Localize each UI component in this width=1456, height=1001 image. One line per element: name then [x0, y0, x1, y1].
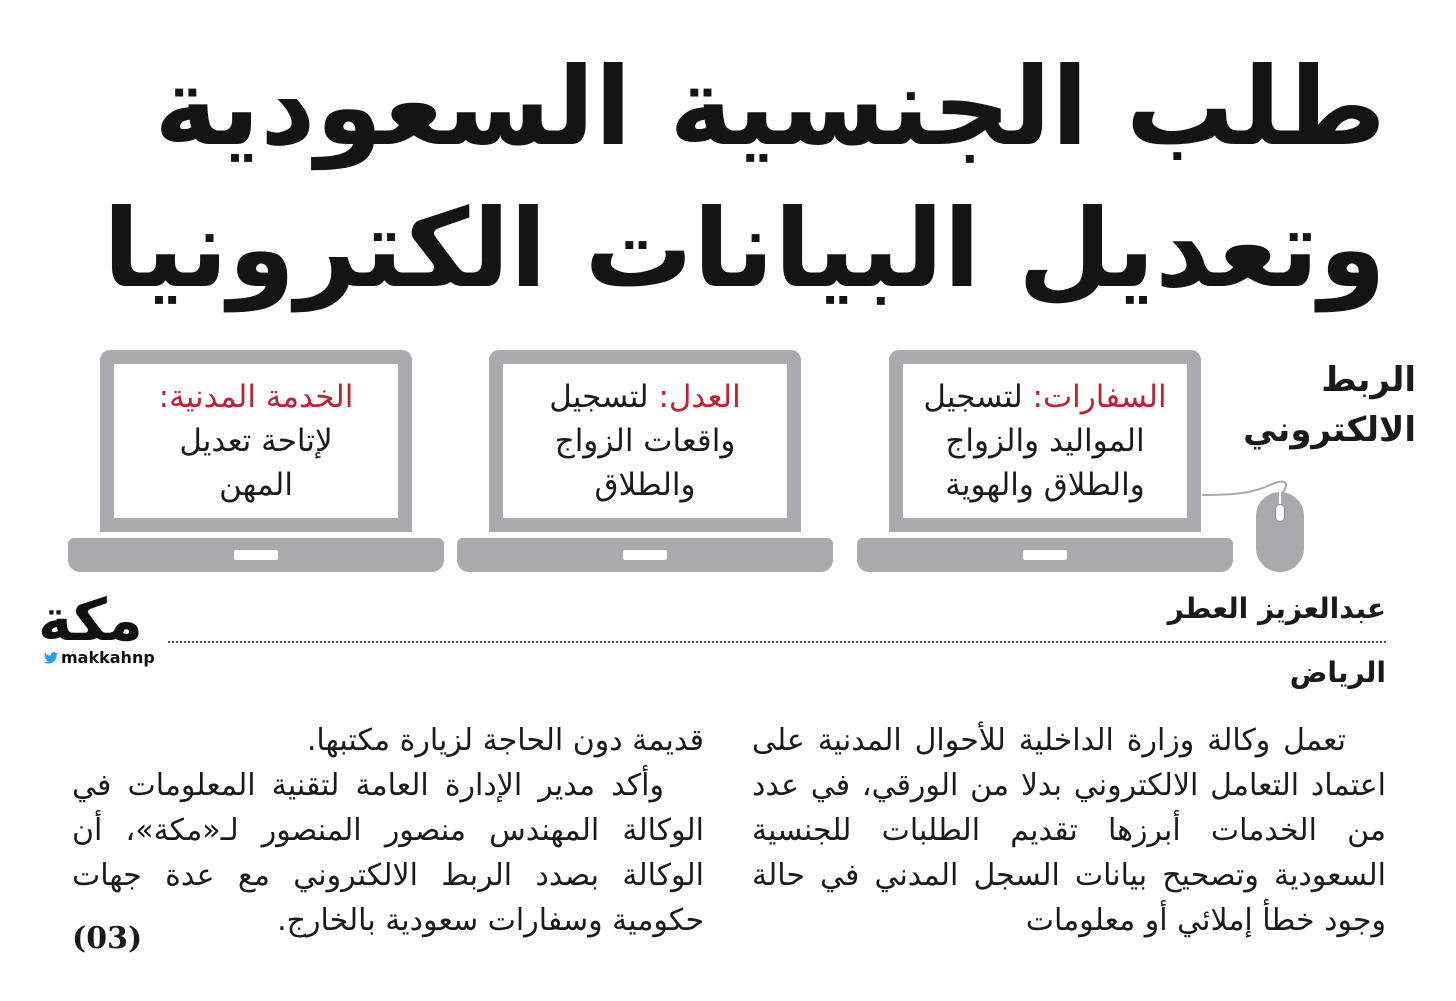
laptop-screen	[489, 350, 801, 532]
dateline-city: الرياض	[1289, 656, 1386, 689]
article-paragraph: قديمة دون الحاجة لزيارة مكتبها.	[306, 723, 704, 758]
article-paragraph: وأكد مدير الإدارة العامة لتقنية المعلومات في الوكالة المهندس منصور المنصور لـ«مكة»، أن الوكالة بصدد الربط الالكتروني مع عدة جهات حكومية وسفارات سعودية بالخارج.	[72, 768, 704, 938]
laptop-screen-content	[503, 364, 787, 518]
laptop-base	[457, 538, 833, 572]
laptop-screen-content	[114, 364, 398, 518]
section-label-line-1: الربط	[1321, 360, 1416, 400]
trackpad	[1023, 550, 1067, 560]
article-code: (03)	[72, 921, 143, 956]
laptop-base	[857, 538, 1233, 572]
laptop-civil-service	[68, 350, 444, 572]
trackpad	[234, 550, 278, 560]
trackpad	[623, 550, 667, 560]
twitter-handle	[44, 648, 155, 667]
article-column-right	[752, 718, 1386, 943]
headline-line-1: طلب الجنسية السعودية	[154, 45, 1386, 170]
laptop-justice	[457, 350, 833, 572]
laptop-label: العدل:	[658, 379, 741, 415]
headline-line-2: وتعديل البيانات الكترونيا	[102, 187, 1386, 312]
laptop-label: الخدمة المدنية:	[158, 379, 354, 415]
twitter-handle-text: makkahnp	[61, 648, 155, 667]
laptop-screen	[889, 350, 1201, 532]
byline-divider	[168, 641, 1386, 643]
laptop-screen-content	[903, 364, 1187, 518]
mouse-icon	[1256, 492, 1304, 572]
laptop-label: السفارات:	[1032, 379, 1167, 415]
laptop-text: لإتاحة تعديل المهن	[179, 423, 333, 503]
article-paragraph: تعمل وكالة وزارة الداخلية للأحوال المدنية على اعتماد التعامل الالكتروني بدلا من الورقي، في عدد من الخدمات أبرزها تقديم الطلبات للجنسية السعودية وتصحيح بيانات السجل المدني في حالة وجود خطأ إملائي أو معلومات	[752, 723, 1386, 938]
laptop-base	[68, 538, 444, 572]
laptop-text: لتسجيل واقعات الزواج والطلاق	[549, 379, 736, 503]
section-label-line-2: الالكتروني	[1243, 410, 1416, 450]
twitter-bird-icon	[44, 652, 58, 664]
laptop-screen	[100, 350, 412, 532]
laptop-text: لتسجيل المواليد والزواج والطلاق والهوية	[923, 379, 1145, 503]
article-column-left	[72, 718, 704, 943]
author-name: عبدالعزيز العطر	[1167, 592, 1386, 625]
makkah-logo: مكة	[38, 586, 143, 654]
laptop-embassies	[857, 350, 1233, 572]
